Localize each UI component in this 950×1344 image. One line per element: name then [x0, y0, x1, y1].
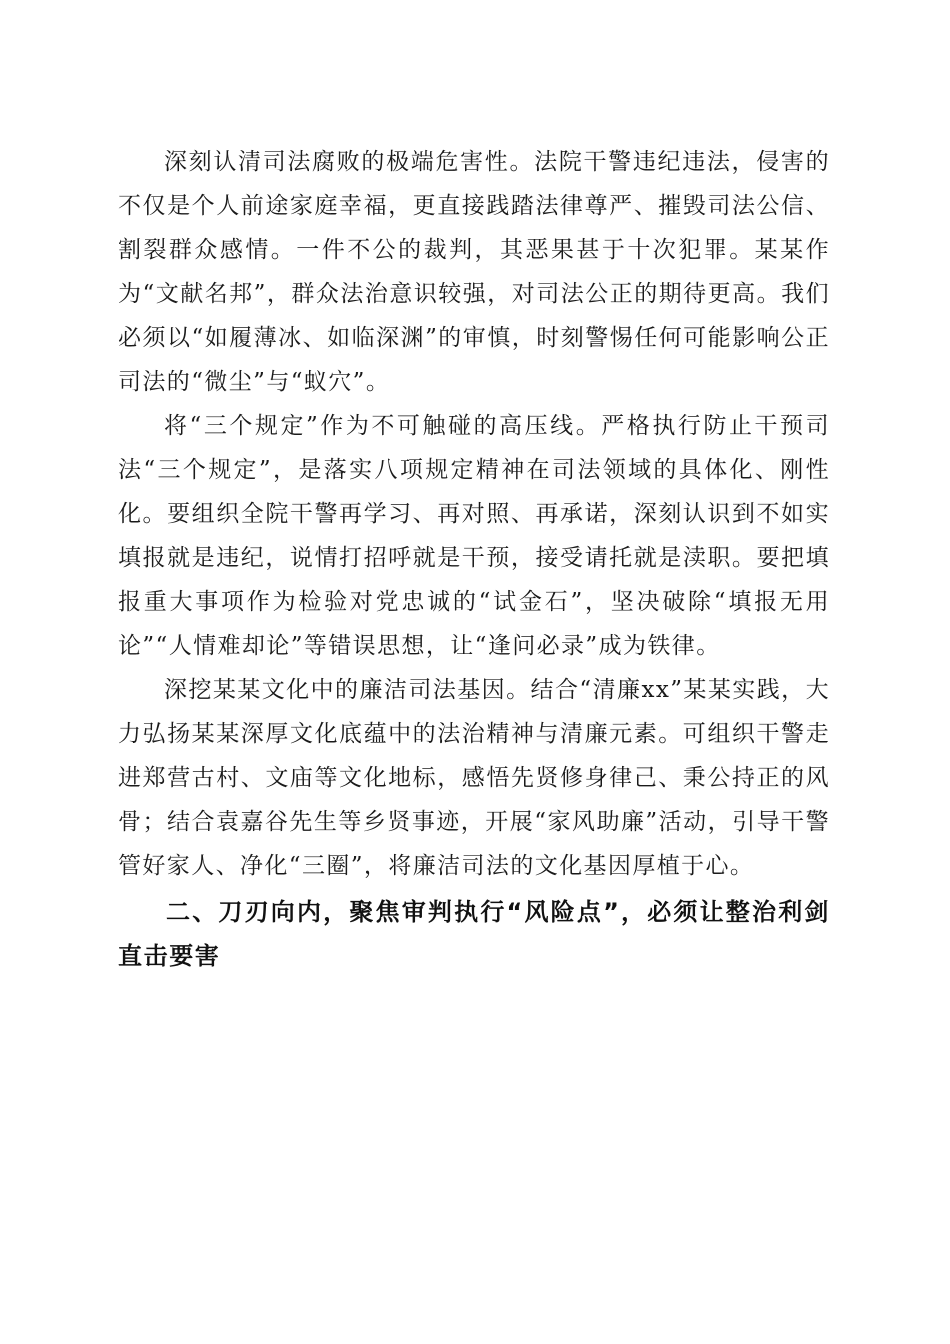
paragraph-judicial-corruption-harm: 深刻认清司法腐败的极端危害性。法院干警违纪违法，侵害的不仅是个人前途家庭幸福，更直接践踏法律尊严、摧毁司法公信、割裂群众感情。一件不公的裁判，其恶果甚于十次犯罪。某某作为“文献名邦”，群众法治意识较强，对司法公正的期待更高。我们必须以“如履薄冰、如临深渊”的审慎，时刻警惕任何可能影响公正司法的“微尘”与“蚁穴”。 — [118, 149, 830, 395]
document-body — [118, 140, 830, 978]
paragraph-three-regulations: 将“三个规定”作为不可触碰的高压线。严格执行防止干预司法“三个规定”，是落实八项规定精神在司法领域的具体化、刚性化。要组织全院干警再学习、再对照、再承诺，深刻认识到不如实填报就是违纪，说情打招呼就是干预，接受请托就是渎职。要把填报重大事项作为检验对党忠诚的“试金石”，坚决破除“填报无用论”“人情难却论”等错误思想，让“逢问必录”成为铁律。 — [118, 413, 830, 659]
paragraph-integrity-culture: 深挖某某文化中的廉洁司法基因。结合“清廉xx”某某实践，大力弘扬某某深厚文化底蕴中的法治精神与清廉元素。可组织干警走进郑营古村、文庙等文化地标，感悟先贤修身律己、秉公持正的风骨；结合袁嘉谷先生等乡贤事迹，开展“家风助廉”活动，引导干警管好家人、净化“三圈”，将廉洁司法的文化基因厚植于心。 — [118, 677, 830, 879]
section-heading: 二、刀刃向内，聚焦审判执行“风险点”，必须让整治利剑直击要害 — [118, 898, 830, 970]
